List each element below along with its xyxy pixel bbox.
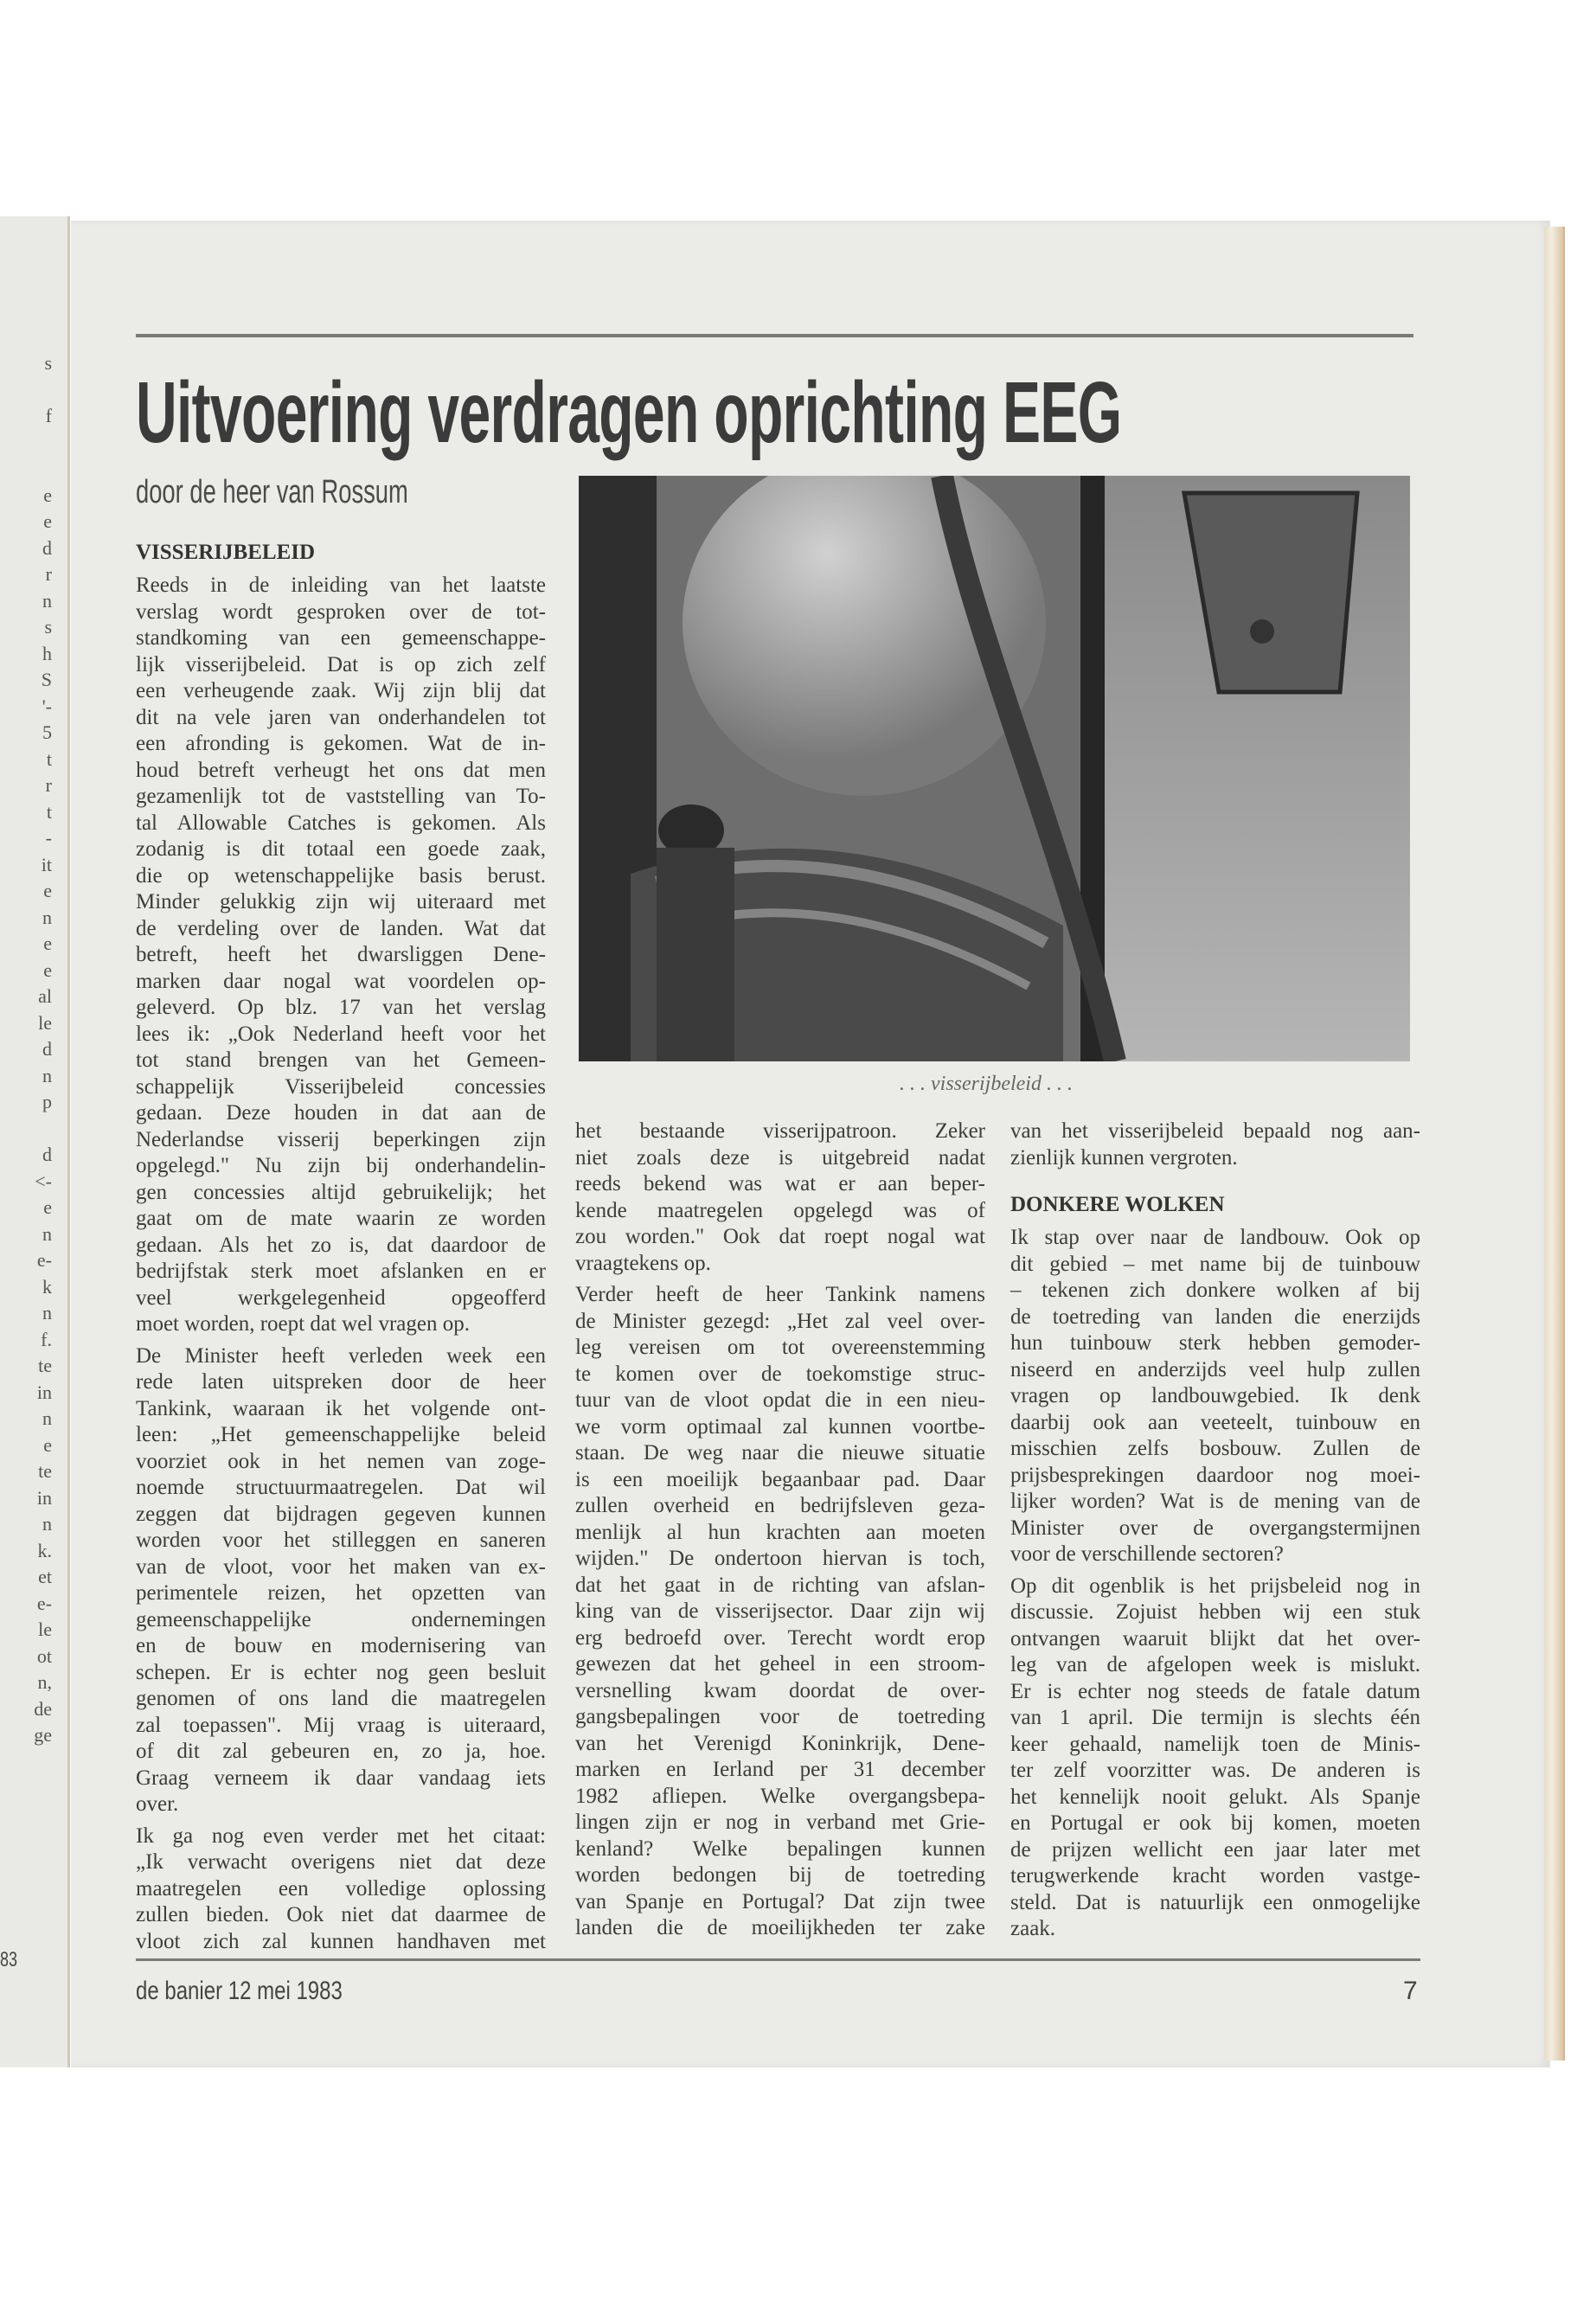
heading-text: VISSERIJBELEID	[136, 541, 316, 564]
paragraph	[1010, 1225, 1420, 1568]
previous-page-fragment: n	[42, 1407, 52, 1429]
previous-page-fragment: k	[42, 1275, 52, 1298]
paragraph	[575, 1282, 985, 1942]
text-line: moet worden, roept dat wel vragen op.	[136, 1312, 470, 1336]
text-line: van het Verenigd Koninkrijk, Dene-	[575, 1731, 985, 1755]
text-line: misschien zelfs bosbouw. Zullen de	[1010, 1437, 1420, 1460]
previous-page-fragment: s	[44, 352, 52, 374]
text-line: Minder gelukkig zijn wij uiteraard met	[136, 890, 546, 913]
text-line: reeds bekend was wat er aan beper-	[575, 1172, 985, 1195]
text-line: gemeenschappelijke ondernemingen	[136, 1607, 546, 1631]
previous-page-fragment: n	[42, 1222, 52, 1245]
text-line: marken daar nogal wat voordelen op-	[136, 969, 546, 993]
text-line: tuur van de vloot opdat die in een nieu-	[575, 1388, 985, 1412]
text-line: en de bouw en modernisering van	[136, 1634, 546, 1657]
previous-page-fragment: p	[42, 1091, 52, 1112]
text-line: van Spanje en Portugal? Dat zijn twee	[575, 1889, 985, 1913]
text-line: die op wetenschappelijke basis berust.	[136, 863, 546, 888]
text-line: wijden." De ondertoon hiervan is toch,	[575, 1547, 985, 1570]
text-line: dat het gaat in de richting van afslan-	[575, 1573, 985, 1597]
text-line: genomen of ons land die maatregelen	[136, 1687, 546, 1710]
article-title: Uitvoering verdragen oprichting EEG	[136, 364, 1122, 461]
text-line: de toetreding van landen die enerzijds	[1010, 1304, 1420, 1329]
text-line: maatregelen een volledige oplossing	[136, 1876, 546, 1900]
previous-page-fragment: t	[46, 747, 52, 770]
text-line: of dit zal gebeuren en, zo ja, hoe.	[136, 1740, 546, 1763]
text-line: zullen bieden. Ook niet dat daarmee de	[136, 1903, 546, 1926]
text-line: staan. De weg naar die nieuwe situatie	[575, 1441, 985, 1465]
paragraph	[1010, 1118, 1420, 1171]
previous-page-fragment: r	[45, 563, 52, 585]
text-line: lingen zijn er nog in verband met Grie-	[575, 1811, 985, 1834]
previous-page-fragment: in	[36, 1381, 52, 1403]
text-line: gewezen dat het geheel in een stroom-	[575, 1652, 985, 1676]
previous-page-fragment: ot	[36, 1644, 52, 1667]
top-rule	[136, 334, 1413, 337]
text-line: tal Allowable Catches is gekomen. Als	[136, 811, 546, 835]
paragraph	[136, 1823, 546, 1956]
text-line: Graag verneem ik daar vandaag iets	[136, 1766, 546, 1790]
bottom-rule	[136, 1958, 1420, 1961]
text-line: van de vloot, voor het maken van ex-	[136, 1554, 546, 1579]
text-line: De Minister heeft verleden week een	[136, 1343, 546, 1368]
previous-page-fragment: s	[44, 616, 52, 638]
text-line: Op dit ogenblik is het prijsbeleid nog in	[1010, 1574, 1420, 1598]
previous-page-fragment: et	[38, 1566, 52, 1587]
text-line: leg vereisen om tot overeenstemming	[575, 1336, 985, 1359]
text-line: Verder heeft de heer Tankink namens	[575, 1283, 985, 1306]
text-line: steld. Dat is natuurlijk een onmogelijke	[1010, 1890, 1420, 1914]
section-heading	[136, 538, 546, 567]
page-stack-edge	[1544, 227, 1565, 2061]
text-line: schepen. Er is echter nog geen besluit	[136, 1660, 546, 1684]
text-line: leg van de afgelopen week is mislukt.	[1010, 1653, 1420, 1676]
text-line: 1982 afliepen. Welke overgangsbepa-	[575, 1784, 985, 1808]
previous-page-fragment: le	[38, 1011, 52, 1034]
text-line: van 1 april. Die termijn is slechts één	[1010, 1706, 1420, 1729]
text-line: gen concessies altijd gebruikelijk; het	[136, 1180, 546, 1204]
text-line: discussie. Zojuist hebben wij een stuk	[1010, 1600, 1420, 1624]
previous-page-fragment: d	[42, 536, 52, 559]
text-line: lijker worden? Wat is de mening van de	[1010, 1490, 1420, 1513]
previous-page-fragment: <-	[35, 1170, 52, 1192]
text-line: kende maatregelen opgelegd was of	[575, 1198, 985, 1222]
previous-page-fragment: h	[42, 642, 52, 664]
text-line: gedaan. Deze houden in dat aan de	[136, 1101, 546, 1125]
previous-page-fragment: al	[38, 985, 52, 1007]
previous-page-number: 83	[0, 1948, 18, 1971]
text-line: kenland? Welke bepalingen kunnen	[575, 1836, 985, 1861]
text-line: voorziet ook in het nemen van zoge-	[136, 1449, 546, 1473]
text-line: prijsbesprekingen daardoor nog moei-	[1010, 1463, 1420, 1487]
previous-page-fragment: it	[41, 853, 52, 875]
text-line: betreft, heeft het dwarsliggen Dene-	[136, 943, 546, 966]
text-line: schappelijk Visserijbeleid concessies	[136, 1074, 546, 1099]
text-line: menlijk al hun krachten aan moeten	[575, 1520, 985, 1544]
previous-page-fragment: n	[42, 1302, 52, 1324]
previous-page-fragment	[0, 1116, 52, 1143]
page-number: 7	[1403, 1977, 1418, 2005]
previous-page-fragment: ge	[34, 1724, 52, 1746]
previous-page-fragment: n	[42, 906, 52, 928]
paragraph	[136, 1343, 546, 1818]
previous-page-fragment: te	[38, 1355, 52, 1376]
text-line: Ik ga nog even verder met het citaat:	[136, 1823, 546, 1848]
text-line: lees ik: „Ook Nederland heeft voor het	[136, 1022, 546, 1046]
text-line: daarbij ook aan veeteelt, tuinbouw en	[1010, 1410, 1420, 1434]
previous-page-fragment: n	[42, 1064, 52, 1086]
text-line: bedrijfstak sterk moet afslanken en er	[136, 1259, 546, 1283]
text-line: een verheugende zaak. Wij zijn blij dat	[136, 679, 546, 702]
text-line: is een moeilijk begaanbaar pad. Daar	[575, 1467, 985, 1491]
text-line: het bestaande visserijpatroon. Zeker	[575, 1119, 985, 1143]
footer-publication-date: de banier 12 mei 1983	[136, 1977, 343, 2005]
previous-page-fragment	[0, 377, 52, 404]
text-line: en Portugal er ook bij komen, moeten	[1010, 1811, 1420, 1835]
previous-page-fragment	[0, 430, 52, 457]
previous-page-fragment: e	[43, 880, 52, 901]
text-line: vloot zich zal kunnen handhaven met	[136, 1929, 546, 1953]
text-line: rede laten uitspreken door de heer	[136, 1370, 546, 1394]
text-line: dit na vele jaren van onderhandelen tot	[136, 705, 546, 729]
text-line: we vorm optimaal zal kunnen voortbe-	[575, 1414, 985, 1439]
section-heading	[1010, 1190, 1420, 1220]
text-line: over.	[136, 1792, 179, 1816]
text-line: zullen overheid en bedrijfsleven geza-	[575, 1494, 985, 1517]
text-line: versnelling kwam doordat de over-	[575, 1678, 985, 1702]
paragraph	[575, 1118, 985, 1277]
previous-page-fragment: n	[42, 1513, 52, 1535]
column-3	[1010, 1118, 1420, 1948]
text-line: gezamenlijk tot de vaststelling van To-	[136, 785, 546, 808]
text-line: landen die de moeilijkheden ter zake	[575, 1916, 985, 1939]
photo-fishing-net	[579, 476, 1410, 1061]
text-line: geleverd. Op blz. 17 van het verslag	[136, 996, 546, 1019]
text-line: zienlijk kunnen vergroten.	[1010, 1145, 1238, 1170]
previous-page-fragment: e	[43, 933, 52, 954]
text-line: veel werkgelegenheid opgeofferd	[136, 1285, 546, 1310]
text-line: gangsbepalingen voor de toetreding	[575, 1705, 985, 1728]
text-line: erg bedroefd over. Terecht wordt erop	[575, 1625, 985, 1650]
previous-page-fragment: n,	[37, 1671, 52, 1693]
text-line: de Minister gezegd: „Het zal veel over-	[575, 1309, 985, 1333]
text-line: vragen op landbouwgebied. Ik denk	[1010, 1384, 1420, 1407]
text-line: Nederlandse visserij beperkingen zijn	[136, 1127, 546, 1151]
text-line: ter zelf voorzitter was. De anderen is	[1010, 1759, 1420, 1782]
previous-page-fragment: te	[38, 1460, 52, 1482]
previous-page-fragment: e-	[36, 1249, 52, 1271]
text-line: lijk visserijbeleid. Dat is op zich zelf	[136, 652, 546, 676]
paragraph	[136, 573, 546, 1338]
text-line: voor de verschillende sectoren?	[1010, 1542, 1284, 1566]
photo-caption: . . . visserijbeleid . . .	[900, 1073, 1073, 1095]
text-line: niseerd en anderzijds veel hulp zullen	[1010, 1357, 1420, 1381]
text-line: Minister over de overgangstermijnen	[1010, 1516, 1420, 1540]
previous-page-fragment: '-	[42, 695, 52, 717]
column-1	[136, 538, 546, 1960]
previous-page-fragment: -	[45, 827, 52, 849]
text-line: worden bedongen bij de toetreding	[575, 1863, 985, 1887]
column-2	[575, 1118, 985, 1947]
text-line: terugwerkende kracht worden vastge-	[1010, 1864, 1420, 1888]
text-line: gedaan. Als het zo is, dat daardoor de	[136, 1233, 546, 1257]
text-line: zou worden." Ook dat roept nogal wat	[575, 1225, 985, 1248]
text-line: zaak.	[1010, 1917, 1056, 1940]
text-line: opgelegd." Nu zijn bij onderhandelin-	[136, 1154, 546, 1177]
previous-page-fragment: e-	[36, 1592, 52, 1614]
previous-page-text-fragments	[0, 350, 52, 1749]
text-line: zeggen dat bijdragen gegeven kunnen	[136, 1502, 546, 1526]
previous-page-fragment: r	[45, 774, 52, 796]
text-line: Er is echter nog steeds de fatale datum	[1010, 1679, 1420, 1703]
previous-page-fragment: e	[43, 1196, 52, 1218]
previous-page-fragment: e	[43, 1433, 52, 1456]
text-line: standkoming van een gemeenschappe-	[136, 626, 546, 650]
text-line: „Ik verwacht overigens niet dat deze	[136, 1850, 546, 1874]
text-line: te komen over de toekomstige struc-	[575, 1362, 985, 1386]
previous-page-fragment: n	[42, 589, 52, 612]
text-line: zodanig is dit totaal een goede zaak,	[136, 837, 546, 861]
text-line: zal toepassen". Mij vraag is uiteraard,	[136, 1713, 546, 1737]
text-line: verslag wordt gesproken over de tot-	[136, 599, 546, 624]
previous-page-fragment: in	[36, 1486, 52, 1509]
previous-page-fragment: de	[34, 1697, 52, 1720]
text-line: – tekenen zich donkere wolken af bij	[1010, 1279, 1420, 1302]
text-line: Reeds in de inleiding van het laatste	[136, 574, 546, 597]
text-line: van het visserijbeleid bepaald nog aan-	[1010, 1119, 1420, 1143]
text-line: vraagtekens op.	[575, 1251, 711, 1275]
text-line: ontvangen waaruit blijkt dat het over-	[1010, 1626, 1420, 1650]
previous-page-fragment: 5	[42, 721, 52, 743]
previous-page-fragment: f.	[41, 1328, 52, 1350]
previous-page-fragment: S	[41, 669, 52, 690]
text-line: tot stand brengen van het Gemeen-	[136, 1048, 546, 1072]
text-line: dit gebied – met name bij de tuinbouw	[1010, 1252, 1420, 1276]
article-byline: door de heer van Rossum	[136, 474, 408, 510]
text-line: de prijzen wellicht een jaar later met	[1010, 1837, 1420, 1862]
previous-page-fragment: d	[42, 1144, 52, 1165]
text-line: worden voor het stilleggen en saneren	[136, 1529, 546, 1552]
text-line: perimentele reizen, het opzetten van	[136, 1581, 546, 1605]
text-line: Ik stap over naar de landbouw. Ook op	[1010, 1226, 1420, 1249]
text-line: hun tuinbouw sterk hebben gemoder-	[1010, 1331, 1420, 1355]
previous-page-fragment: k.	[37, 1539, 52, 1561]
previous-page-fragment: f	[45, 405, 52, 426]
previous-page-fragment: e	[43, 958, 52, 981]
text-line: houd betreft verheugt het ons dat men	[136, 758, 546, 782]
paragraph	[1010, 1574, 1420, 1943]
text-line: leen: „Het gemeenschappelijke beleid	[136, 1423, 546, 1446]
heading-text: DONKERE WOLKEN	[1010, 1193, 1225, 1216]
text-line: keer gehaald, namelijk toen de Minis-	[1010, 1732, 1420, 1756]
previous-page-fragment	[0, 456, 52, 483]
previous-page-fragment: e	[43, 510, 52, 532]
text-line: niet zoals deze is uitgebreid nadat	[575, 1145, 985, 1170]
text-line: gaat om de mate waarin ze worden	[136, 1207, 546, 1230]
text-line: Tankink, waaraan ik het volgende ont-	[136, 1396, 546, 1420]
text-line: noemde structuurmaatregelen. Dat wil	[136, 1476, 546, 1499]
text-line: een afronding is gekomen. Wat de in-	[136, 732, 546, 755]
previous-page-fragment: le	[38, 1618, 52, 1640]
text-line: king van de visserijsector. Daar zijn wij	[575, 1599, 985, 1623]
previous-page-fragment: d	[42, 1038, 52, 1060]
previous-page-fragment: e	[43, 484, 52, 506]
text-line: marken en Ierland per 31 december	[575, 1758, 985, 1781]
previous-page-fragment: t	[46, 800, 52, 823]
text-line: de verdeling over de landen. Wat dat	[136, 916, 546, 940]
text-line: het kennelijk nooit gelukt. Als Spanje	[1010, 1785, 1420, 1809]
